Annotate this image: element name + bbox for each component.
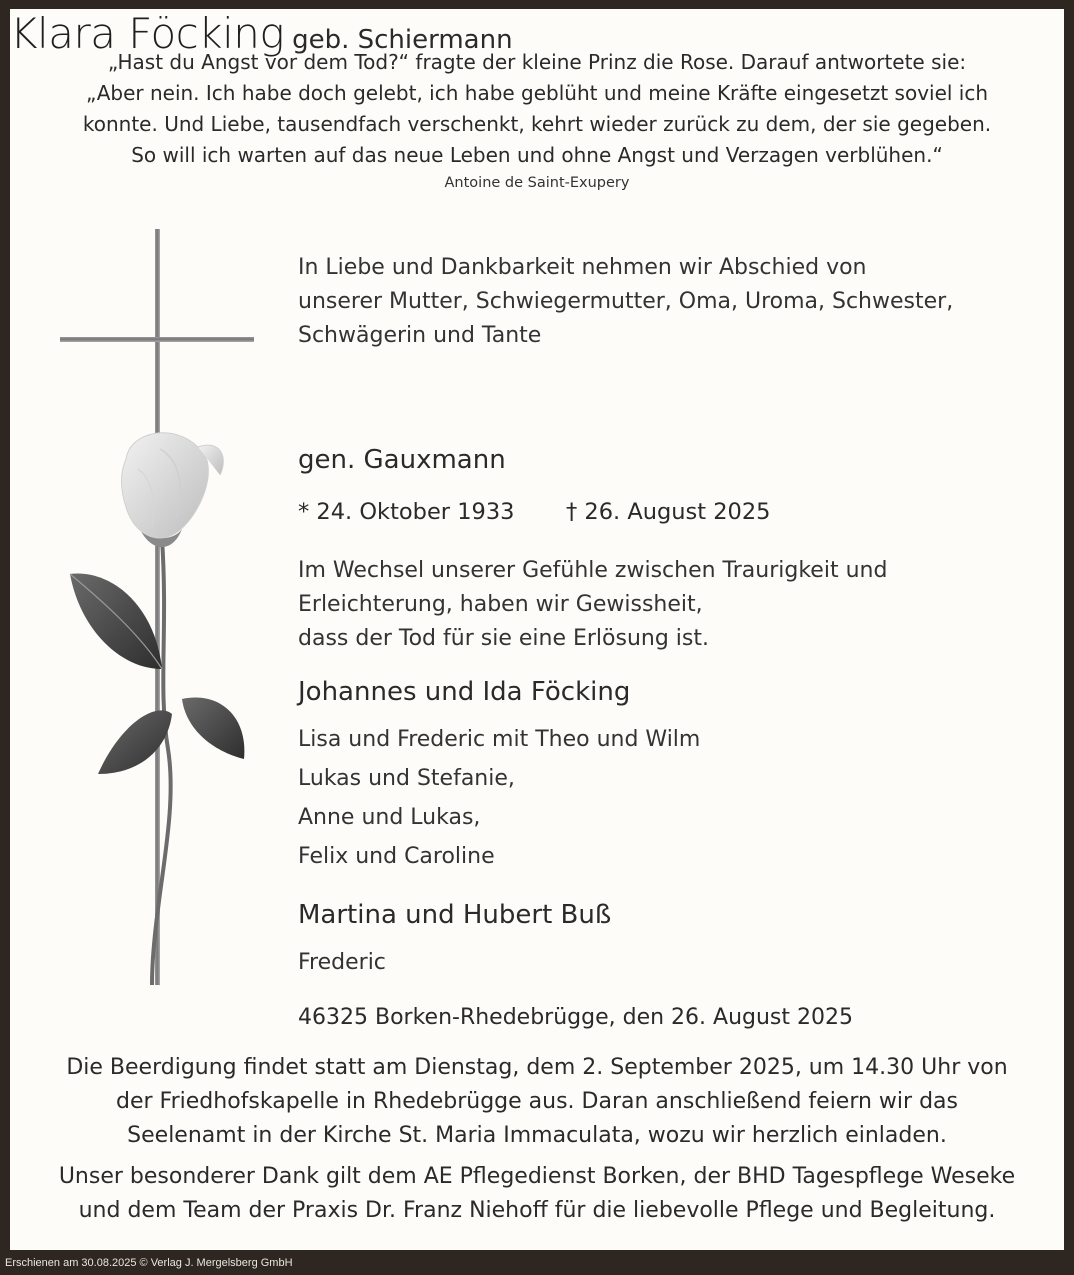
thanks-line: Unser besonderer Dank gilt dem AE Pflegedienst Borken, der BHD Tagespflege Weseke [58,1164,1016,1189]
obituary-notice [10,9,1064,1250]
family-head: Martina und Hubert Buß [298,900,612,930]
funeral-details [10,1051,1064,1153]
intro-line: unserer Mutter, Schwiegermutter, Oma, Uroma, Schwester, [298,289,954,314]
feelings-line: dass der Tod für sie eine Erlösung ist. [298,626,709,651]
family-member: Frederic [298,950,386,975]
family-member: Felix und Caroline [298,844,495,869]
quote-line: konnte. Und Liebe, tausendfach verschenkt, kehrt wieder zurück zu dem, der sie gegeben. [82,112,992,136]
quote-author: Antoine de Saint-Exupery [444,175,630,191]
quote-block [10,47,1064,171]
family-head: Johannes und Ida Föcking [298,677,631,707]
intro-text [298,251,953,353]
publication-footer: Erschienen am 30.08.2025 © Verlag J. Mergelsberg GmbH [5,1257,293,1269]
birth-date: * 24. Oktober 1933 [298,499,515,525]
intro-line: Schwägerin und Tante [298,323,542,348]
death-date: † 26. August 2025 [566,499,771,525]
intro-line: In Liebe und Dankbarkeit nehmen wir Abschied von [298,255,867,280]
thanks-text [10,1160,1064,1228]
feelings-text [298,554,887,656]
funeral-line: der Friedhofskapelle in Rhedebrügge aus. Daran anschließend feiern wir das [116,1089,958,1114]
birth-name: geb. Schiermann [292,25,513,55]
feelings-line: Erleichterung, haben wir Gewissheit, [298,592,703,617]
thanks-line: und dem Team der Praxis Dr. Franz Niehoff für die liebevolle Pflege und Begleitung. [78,1198,996,1223]
feelings-line: Im Wechsel unserer Gefühle zwischen Traurigkeit und [298,558,888,583]
funeral-line: Seelenamt in der Kirche St. Maria Immaculata, wozu wir herzlich einladen. [127,1123,947,1148]
quote-line: „Aber nein. Ich habe doch gelebt, ich habe geblüht und meine Kräfte eingesetzt soviel ich [85,81,989,105]
called-name: gen. Gauxmann [298,445,506,475]
family-member: Lisa und Frederic mit Theo und Wilm [298,727,701,752]
quote-line: So will ich warten auf das neue Leben und ohne Angst und Verzagen verblühen.“ [131,143,943,167]
funeral-line: Die Beerdigung findet statt am Dienstag, dem 2. September 2025, um 14.30 Uhr von [66,1055,1008,1080]
rose-illustration [60,429,260,989]
quote-line: „Hast du Angst vor dem Tod?“ fragte der kleine Prinz die Rose. Darauf antwortete sie: [107,50,967,74]
deceased-name: Klara Föcking [10,9,285,58]
family-member: Anne und Lukas, [298,805,481,830]
place-and-date: 46325 Borken-Rhedebrügge, den 26. August 2025 [298,1005,854,1030]
family-member: Lukas und Stefanie, [298,766,515,791]
cross-horizontal-beam [60,337,254,342]
